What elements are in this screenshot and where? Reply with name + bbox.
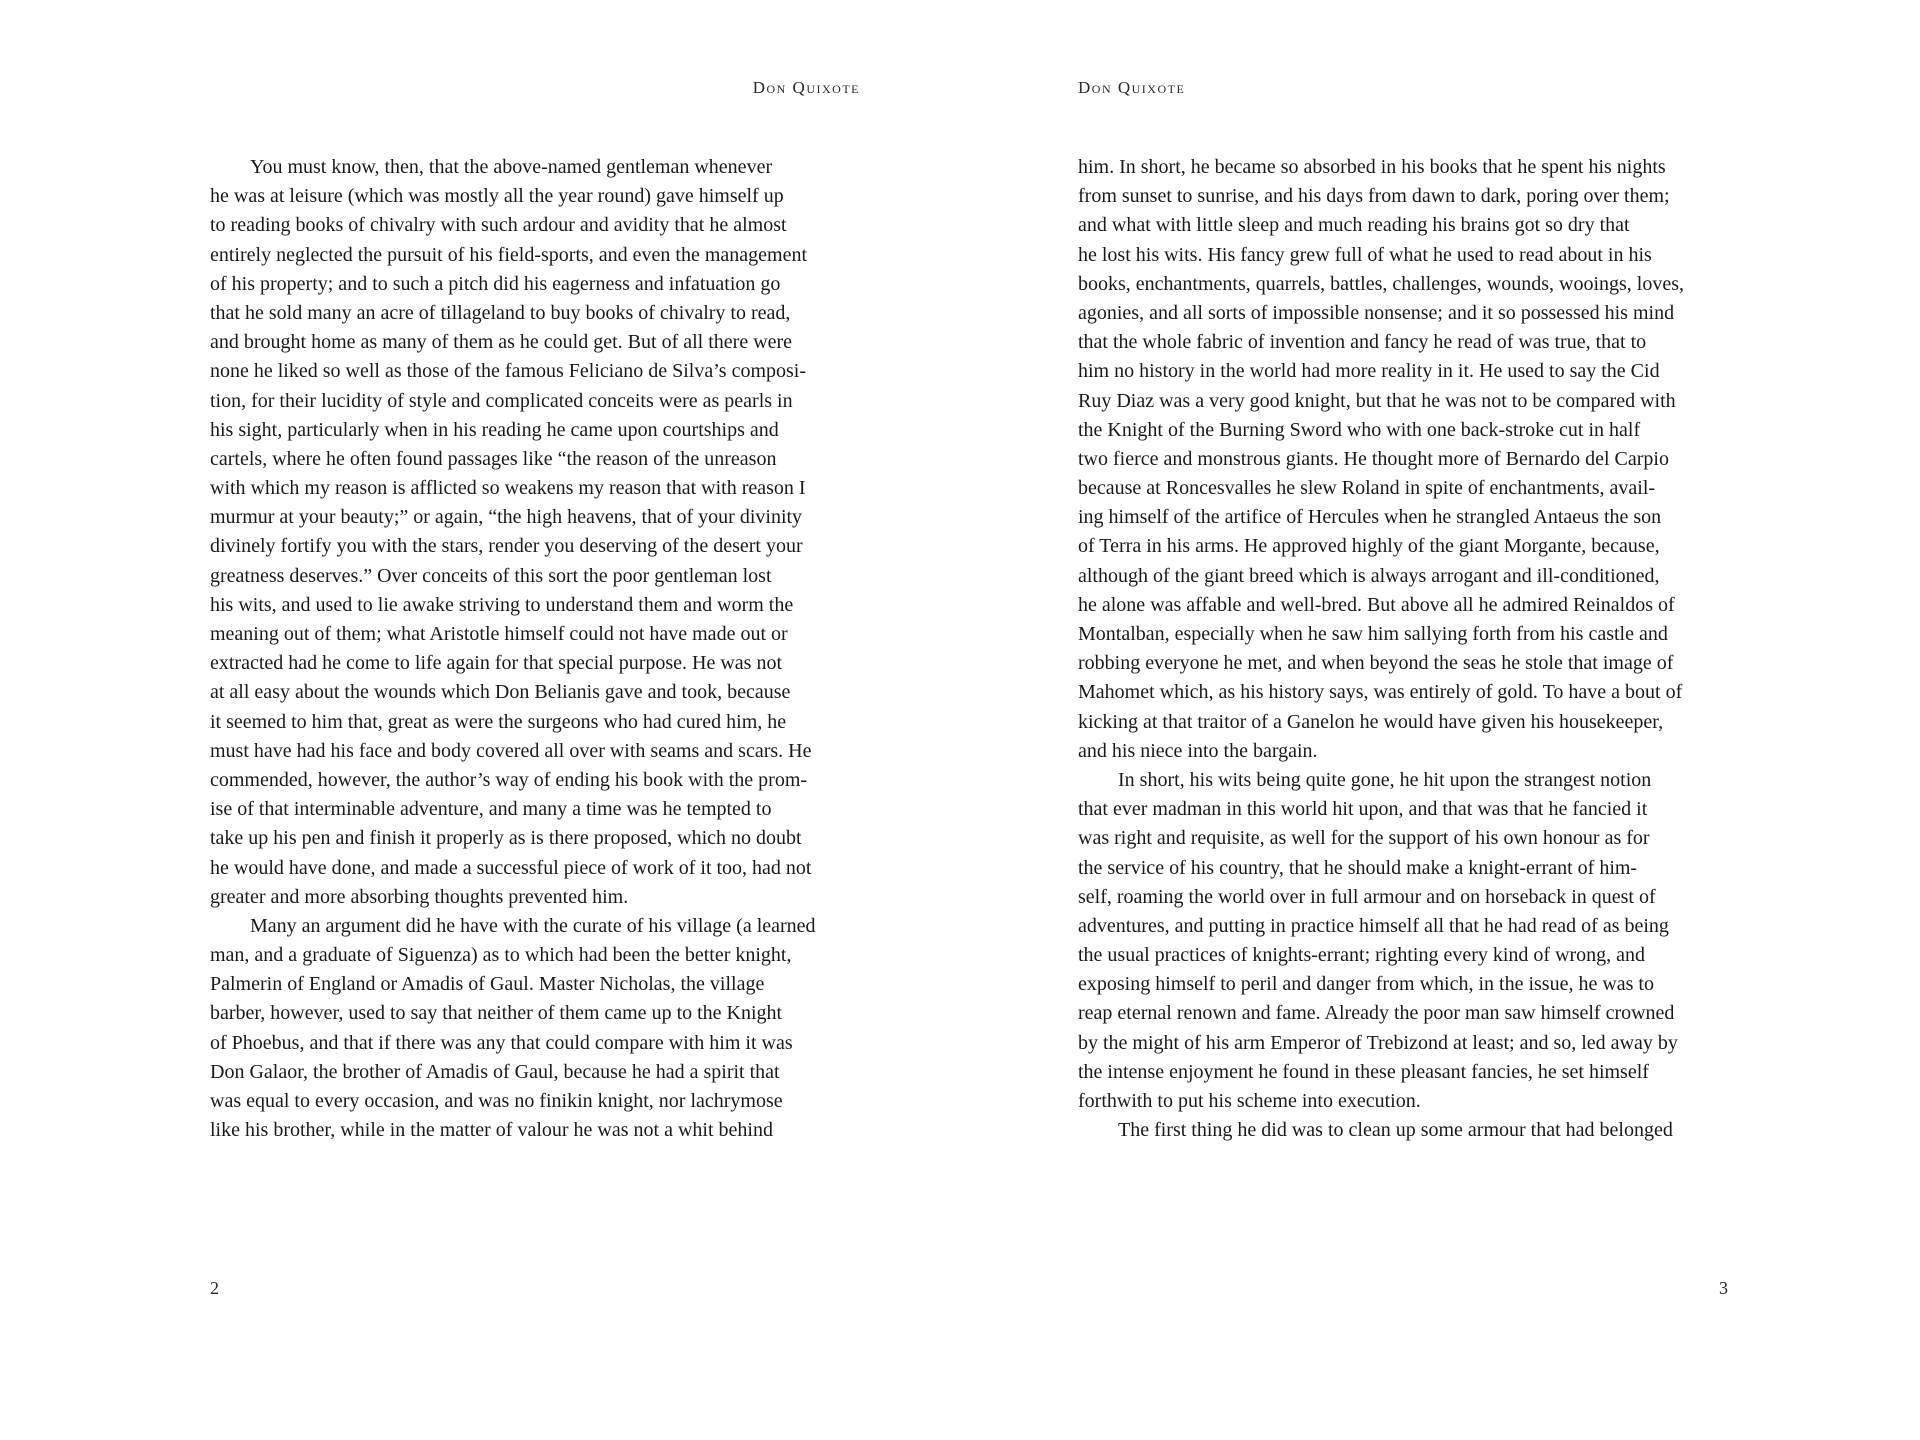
text-line: The first thing he did was to clean up some armour that had belonged [1118,1119,1673,1142]
text-line: of Terra in his arms. He approved highly of the giant Morgante, because, [1078,535,1660,558]
text-line: forthwith to put his scheme into execution. [1078,1090,1421,1112]
text-line: Palmerin of England or Amadis of Gaul. Master Nicholas, the village [210,973,765,996]
page-number: 3 [1719,1278,1728,1298]
text-line: tion, for their lucidity of style and complicated conceits were as pearls in [210,389,793,412]
text-line: his wits, and used to lie awake striving to understand them and worm the [210,593,794,616]
text-line: man, and a graduate of Siguenza) as to which had been the better knight, [210,944,792,967]
text-line: the usual practices of knights-errant; righting every kind of wrong, and [1078,944,1646,967]
body-text [210,153,860,1145]
text-line: although of the giant breed which is always arrogant and ill-conditioned, [1078,564,1660,587]
text-line: cartels, where he often found passages like “the reason of the unreason [210,447,777,470]
text-line: meaning out of them; what Aristotle himself could not have made out or [210,623,788,645]
text-line: he lost his wits. His fancy grew full of what he used to read about in his [1078,243,1652,266]
text-line: Many an argument did he have with the curate of his village (a learned [250,914,816,937]
text-line: agonies, and all sorts of impossible nonsense; and it so possessed his mind [1078,301,1675,324]
text-line: to reading books of chivalry with such ardour and avidity that he almost [210,214,787,237]
text-line: him. In short, he became so absorbed in his books that he spent his nights [1078,156,1666,178]
text-line: Don Galaor, the brother of Amadis of Gaul, because he had a spirit that [210,1060,780,1083]
text-line: the intense enjoyment he found in these pleasant fancies, he set himself [1078,1060,1649,1083]
text-line: Ruy Diaz was a very good knight, but that he was not to be compared with [1078,389,1676,412]
text-line: books, enchantments, quarrels, battles, challenges, wounds, wooings, loves, [1078,272,1684,295]
text-line: Mahomet which, as his history says, was entirely of gold. To have a bout of [1078,681,1683,704]
text-line: Montalban, especially when he saw him sallying forth from his castle and [1078,623,1668,645]
text-line: was right and requisite, as well for the support of his own honour as for [1078,827,1650,850]
text-line: his sight, particularly when in his reading he came upon courtships and [210,418,779,441]
text-line: at all easy about the wounds which Don Belianis gave and took, because [210,681,791,704]
text-line: the service of his country, that he should make a knight-errant of him- [1078,856,1638,879]
text-line: In short, his wits being quite gone, he hit upon the strangest notion [1118,768,1652,791]
left-page [210,0,860,1440]
text-line: ing himself of the artifice of Hercules when he strangled Antaeus the son [1078,506,1662,529]
text-line: he alone was affable and well-bred. But above all he admired Reinaldos of [1078,593,1675,616]
text-line: that the whole fabric of invention and fancy he read of was true, that to [1078,331,1647,354]
text-line: divinely fortify you with the stars, render you deserving of the desert your [210,535,803,558]
text-line: that he sold many an acre of tillageland to buy books of chivalry to read, [210,301,791,324]
text-line: reap eternal renown and fame. Already the poor man saw himself crowned [1078,1002,1675,1025]
text-line: with which my reason is afflicted so weakens my reason that with reason I [210,477,806,500]
text-line: commended, however, the author’s way of ending his book with the prom- [210,768,808,791]
text-line: ise of that interminable adventure, and many a time was he tempted to [210,798,772,821]
text-line: barber, however, used to say that neither of them came up to the Knight [210,1002,783,1025]
text-line: and brought home as many of them as he could get. But of all there were [210,331,793,354]
text-line: was equal to every occasion, and was no finikin knight, nor lachrymose [210,1090,783,1112]
text-line: because at Roncesvalles he slew Roland in spite of enchantments, avail- [1078,477,1656,500]
text-line: adventures, and putting in practice himself all that he had read of as being [1078,914,1669,937]
text-line: the Knight of the Burning Sword who with one back-stroke cut in half [1078,418,1641,441]
text-line: kicking at that traitor of a Ganelon he would have given his housekeeper, [1078,710,1664,733]
text-line: he would have done, and made a successful piece of work of it too, had not [210,856,812,879]
text-line: him no history in the world had more reality in it. He used to say the Cid [1078,360,1660,383]
text-line: of Phoebus, and that if there was any that could compare with him it was [210,1031,793,1054]
right-page [1078,0,1728,1440]
text-line: from sunset to sunrise, and his days from dawn to dark, poring over them; [1078,185,1670,208]
text-line: must have had his face and body covered all over with seams and scars. He [210,739,812,762]
text-line: and his niece into the bargain. [1078,739,1318,762]
text-line: it seemed to him that, great as were the surgeons who had cured him, he [210,710,787,733]
text-line: murmur at your beauty;” or again, “the high heavens, that of your divinity [210,506,803,529]
text-line: exposing himself to peril and danger from which, in the issue, he was to [1078,973,1654,996]
text-line: and what with little sleep and much reading his brains got so dry that [1078,214,1630,237]
text-line: self, roaming the world over in full armour and on horseback in quest of [1078,885,1656,908]
text-line: two fierce and monstrous giants. He thought more of Bernardo del Carpio [1078,447,1669,470]
text-line: take up his pen and finish it properly as is there proposed, which no doubt [210,827,802,850]
running-head: Don Quixote [1078,78,1186,97]
text-line: greater and more absorbing thoughts prevented him. [210,885,629,908]
text-line: by the might of his arm Emperor of Trebizond at least; and so, led away by [1078,1031,1678,1054]
text-line: he was at leisure (which was mostly all the year round) gave himself up [210,185,784,208]
text-line: that ever madman in this world hit upon, and that was that he fancied it [1078,798,1648,821]
text-line: none he liked so well as those of the famous Feliciano de Silva’s composi- [210,360,806,383]
text-line: You must know, then, that the above-named gentleman whenever [250,156,773,178]
text-line: robbing everyone he met, and when beyond the seas he stole that image of [1078,652,1674,675]
text-line: entirely neglected the pursuit of his field-sports, and even the management [210,243,808,266]
running-head: Don Quixote [752,78,860,97]
text-line: extracted had he come to life again for that special purpose. He was not [210,652,783,675]
body-text [1078,153,1728,1145]
text-line: like his brother, while in the matter of valour he was not a whit behind [210,1119,773,1142]
text-line: of his property; and to such a pitch did his eagerness and infatuation go [210,272,781,295]
text-line: greatness deserves.” Over conceits of this sort the poor gentleman lost [210,564,772,587]
page-number: 2 [210,1278,219,1298]
